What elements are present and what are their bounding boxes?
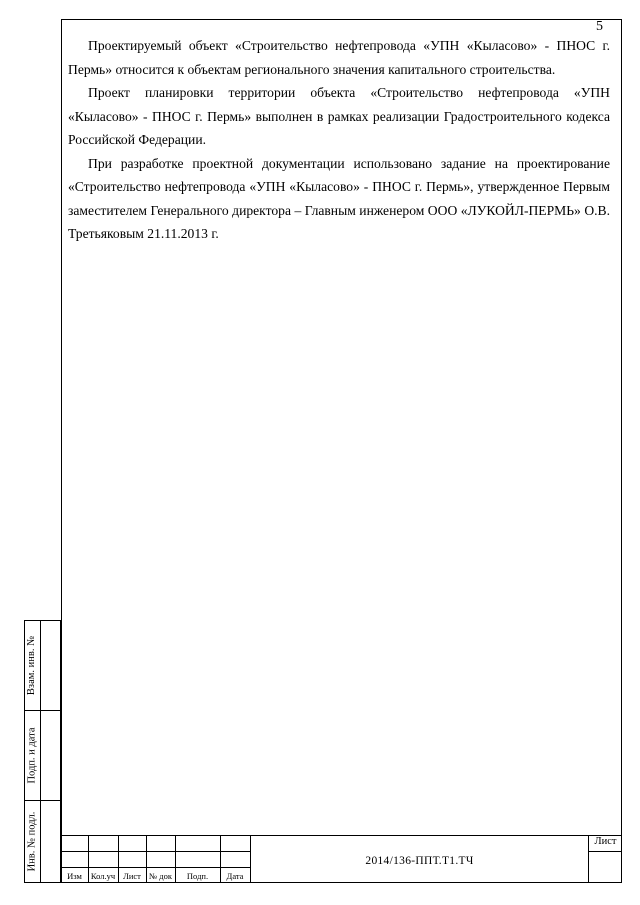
title-block-column-label: Дата: [226, 871, 244, 881]
side-label-original-inv: Инв. № подл.: [26, 811, 38, 872]
paragraph: Проектируемый объект «Строительство нефтепровода «УПН «Кыласово» - ПНОС г. Пермь» относится к объектам регионального значения капитального строительства.: [68, 38, 610, 77]
side-label-signature-date: Подп. и дата: [26, 726, 38, 784]
title-block-column-label: Кол.уч: [90, 871, 116, 881]
paragraph: При разработке проектной документации использовано задание на проектирование «Строительство нефтепровода «УПН «Кыласово» - ПНОС г. Пермь», утвержденное Первым заместителем Генерального директора – Главным инженером ООО «ЛУКОЙЛ-ПЕРМЬ» О.В. Третьяковым 21.11.2013 г.: [68, 155, 610, 241]
document-code: 2014/136-ППТ.Т1.ТЧ: [365, 855, 474, 867]
title-block-column-label: Подп.: [186, 871, 209, 881]
document-body: [68, 34, 610, 246]
title-block-column-label: Изм: [67, 871, 82, 881]
title-block-column-label: Лист: [123, 871, 141, 881]
page-number: 5: [596, 19, 603, 34]
sheet-label: Лист: [594, 836, 617, 847]
title-block-column-label: № док: [149, 871, 172, 881]
side-label-replacement-inv: Взам. инв. №: [26, 635, 38, 695]
paragraph: Проект планировки территории объекта «Строительство нефтепровода «УПН «Кыласово» - ПНОС г. Пермь» выполнен в рамках реализации Градостроительного кодекса Российской Федерации.: [68, 85, 610, 147]
